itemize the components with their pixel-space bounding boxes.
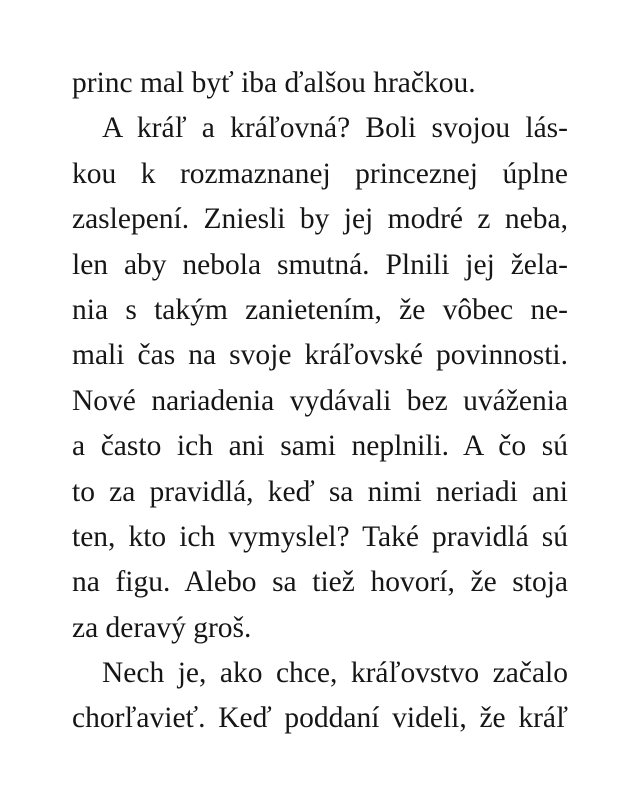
text-line: a často ich ani sami neplnili. A čo sú bbox=[72, 430, 568, 463]
text-line: zaslepení. Zniesli by jej modré z neba, bbox=[72, 203, 568, 236]
text-line: chorľavieť. Keď poddaní videli, že kráľ bbox=[72, 702, 568, 735]
text-line: ten, kto ich vymyslel? Také pravidlá sú bbox=[72, 520, 568, 553]
text-line: Nové nariadenia vydávali bez uváženia bbox=[72, 384, 568, 417]
text-line: princ mal byť iba ďalšou hračkou. bbox=[72, 67, 476, 99]
text-line: na figu. Alebo sa tiež hovorí, že stoja bbox=[72, 566, 568, 599]
text-line: mali čas na svoje kráľovské povinnosti. bbox=[72, 339, 568, 372]
text-line: nia s takým zanietením, že vôbec ne- bbox=[72, 293, 568, 326]
text-line: len aby nebola smutná. Plnili jej žela- bbox=[72, 248, 568, 281]
text-line: kou k rozmaznanej princeznej úplne bbox=[72, 157, 568, 190]
text-line: A kráľ a kráľovná? Boli svojou lás- bbox=[102, 112, 568, 145]
text-line: za deravý groš. bbox=[72, 611, 252, 644]
text-line: to za pravidlá, keď sa nimi neriadi ani bbox=[72, 475, 568, 508]
text-line: Nech je, ako chce, kráľovstvo začalo bbox=[102, 657, 568, 690]
body-text bbox=[72, 61, 568, 742]
